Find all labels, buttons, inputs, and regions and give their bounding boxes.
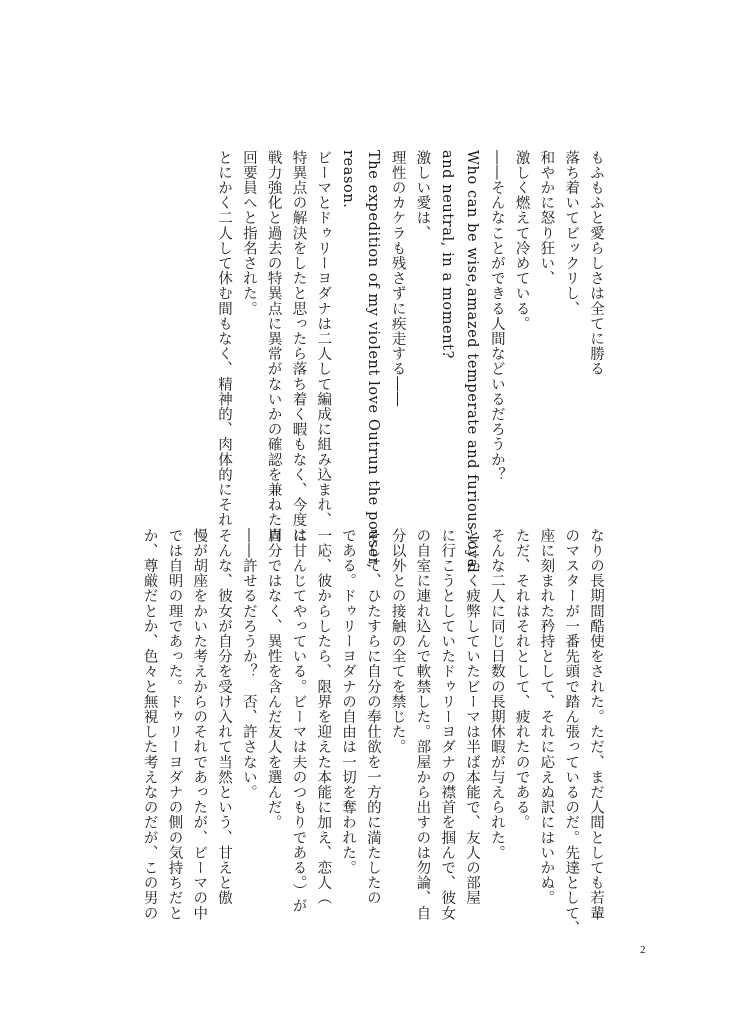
text-line: に甘んじてやっている。ビーマは夫のつもりである。）が bbox=[290, 528, 307, 914]
text-line: のマスターが一番先頭で踏ん張っているのだ。先達として、 bbox=[563, 528, 580, 936]
text-line: 和やかに怒り狂い、 bbox=[538, 150, 555, 286]
text-line: そして、ひたすらに自分の奉仕欲を一方的に満たしたの bbox=[364, 528, 381, 906]
text-line: 特異点の解決をしたと思ったら落ち着く暇もなく、今度は bbox=[290, 150, 307, 543]
lower-text-block bbox=[128, 528, 608, 936]
text-line: 一応、彼からしたら、限界を迎えた本能に加え、恋人（ bbox=[315, 528, 332, 906]
text-line: もふもふと愛らしさは全てに勝る bbox=[588, 150, 604, 377]
text-line: 落ち着いてビックリし、 bbox=[563, 150, 580, 317]
text-line: 座に刻まれた矜持として、それに応えぬ訳にはいかぬ。 bbox=[538, 528, 555, 906]
text-line: 戦力強化と過去の特異点に異常がないかの確認を兼ねた周 bbox=[265, 150, 282, 543]
text-line: か、尊厳だとか、色々と無視した考えなのだが、この男の bbox=[141, 528, 158, 921]
text-line: では自明の理であった。ドゥリーヨダナの側の気持ちだと bbox=[166, 528, 183, 921]
text-line: Who can be wise,amazed temperate and furious,loyal bbox=[464, 150, 481, 574]
text-line: 慢が胡座をかいた考えからのそれであったが、ビーマの中 bbox=[191, 528, 208, 921]
text-line: 自分ではなく、異性を含んだ友人を選んだ。 bbox=[265, 528, 282, 830]
text-line: The expedition of my violent love Outrun the pouser, bbox=[364, 150, 381, 569]
text-line: とにかく二人して休む間もなく、精神的、肉体的にそれ bbox=[216, 150, 233, 528]
text-line: 回要員へと指名された。 bbox=[240, 150, 257, 317]
text-line: ――許せるだろうか？ 否、許さない。 bbox=[240, 528, 257, 800]
text-line: 激しい愛は、 bbox=[414, 150, 431, 241]
text-line: に行こうとしていたドゥリーヨダナの襟首を掴んで、彼女 bbox=[439, 528, 456, 921]
text-line: そんな二人に同じ日数の長期休暇が与えられた。 bbox=[488, 528, 505, 861]
text-line: and neutral, in a moment? bbox=[439, 150, 456, 359]
text-line: reason. bbox=[340, 150, 357, 209]
text-line: ビーマとドゥリーヨダナは二人して編成に組み込まれ、 bbox=[315, 150, 332, 528]
text-line: とにかく疲弊していたビーマは半ば本能で、友人の部屋 bbox=[464, 528, 481, 906]
text-line: 激しく燃えて冷めている。 bbox=[513, 150, 530, 332]
text-line: そんな、彼女が自分を受け入れて当然という、甘えと傲 bbox=[216, 528, 233, 906]
text-line: の自室に連れ込んで軟禁した。部屋から出すのは勿論、自 bbox=[414, 528, 431, 921]
text-line: ただ、それはそれとして、疲れたのである。 bbox=[513, 528, 530, 830]
text-line: なりの長期間酷使をされた。ただ、まだ人間としても若輩 bbox=[588, 528, 604, 921]
upper-text-block bbox=[128, 150, 608, 574]
page-number: 2 bbox=[640, 944, 646, 956]
text-line: 理性のカケラも残さずに疾走する―― bbox=[389, 150, 406, 407]
text-line: 分以外との接触の全てを禁じた。 bbox=[389, 528, 406, 755]
text-line: ――そんなことができる人間などいるだろうか？ bbox=[488, 150, 505, 483]
text-line: である。ドゥリーヨダナの自由は一切を奪われた。 bbox=[340, 528, 357, 876]
